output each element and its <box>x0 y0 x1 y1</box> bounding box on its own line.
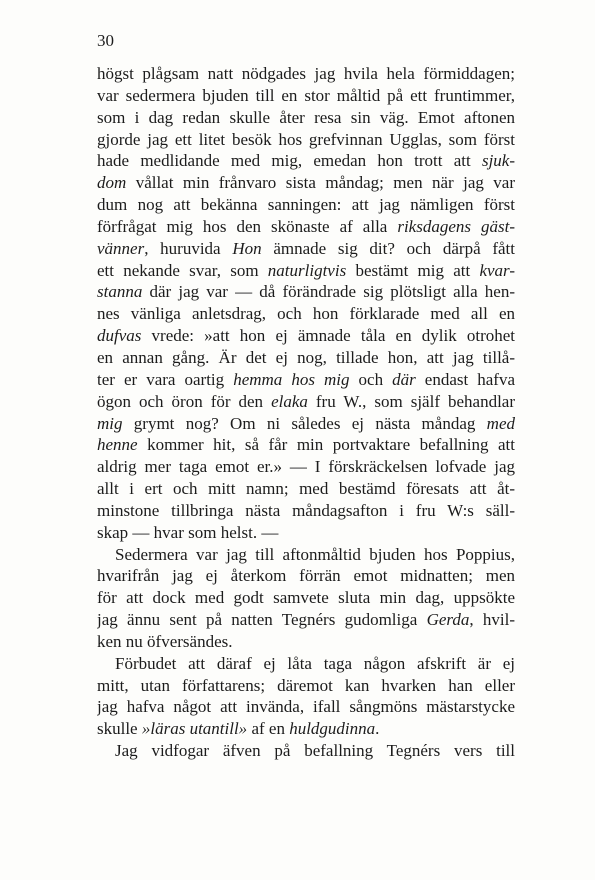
text-line <box>97 129 515 151</box>
text-run: ter er vara oartig <box>97 369 234 389</box>
text-line <box>97 150 515 172</box>
page-number: 30 <box>97 31 114 50</box>
italic-text: Hon <box>232 238 262 258</box>
text-run: och <box>349 369 393 389</box>
text-run: var sedermera bjuden till en stor måltid på ett fruntimmer, <box>97 85 515 105</box>
text-line <box>97 260 515 282</box>
text-line <box>97 565 515 587</box>
text-line <box>97 413 515 435</box>
text-run: förfrågat mig hos den skönaste af alla <box>97 216 398 236</box>
text-run: fru W., som själf behandlar <box>307 391 515 411</box>
text-run: hade medlidande med mig, emedan hon trott att <box>97 151 482 171</box>
text-line <box>97 216 515 238</box>
text-line <box>97 85 515 107</box>
italic-text: kvar- <box>479 260 515 280</box>
text-run: grymt nog? Om ni således ej nästa måndag <box>122 413 487 433</box>
text-run: minstone tillbringa nästa måndagsafton i fru W:s säll- <box>97 500 515 520</box>
italic-text: huldgudinna <box>289 719 376 739</box>
text-line <box>97 369 515 391</box>
italic-text: stanna <box>97 282 143 302</box>
italic-text: dufvas <box>97 326 142 346</box>
text-run: skap — hvar som helst. — <box>97 522 279 542</box>
italic-text: elaka <box>271 391 308 411</box>
text-line <box>97 194 515 216</box>
italic-text: Gerda <box>426 610 470 630</box>
text-line <box>97 63 515 85</box>
text-line <box>97 500 515 522</box>
text-line <box>97 522 515 544</box>
text-run: ett nekande svar, som <box>97 260 268 280</box>
text-line <box>97 718 515 740</box>
text-run: Sedermera var jag till aftonmåltid bjuden hos Poppius, <box>115 544 515 564</box>
text-run: högst plågsam natt nödgades jag hvila hela förmiddagen; <box>97 64 515 83</box>
text-run: ämnade sig dit? och därpå fått <box>261 238 515 258</box>
text-run: Förbudet att däraf ej låta taga någon afskrift är ej <box>115 653 515 673</box>
body-text <box>97 63 515 762</box>
italic-text: dom <box>97 173 127 193</box>
text-run: en annan gång. Är det ej nog, tillade hon, att jag tillå- <box>97 347 515 367</box>
text-run: nes vänliga anletsdrag, och hon förklarade med all en <box>97 304 515 324</box>
text-line <box>97 172 515 194</box>
text-line <box>97 609 515 631</box>
italic-text: mig <box>97 413 123 433</box>
text-line <box>97 478 515 500</box>
italic-text: med <box>486 413 515 433</box>
text-line <box>97 434 515 456</box>
italic-text: »läras utantill» <box>141 719 248 739</box>
text-line <box>97 696 515 718</box>
text-run: ken nu öfversändes. <box>97 631 233 651</box>
text-run: endast hafva <box>415 369 515 389</box>
text-run: af en <box>247 719 290 739</box>
text-run: , hvil- <box>469 610 515 630</box>
text-run: där jag var — då förändrade sig plötsligt alla hen- <box>142 282 515 302</box>
text-line <box>97 675 515 697</box>
text-run: jag ännu sent på natten Tegnérs gudomliga <box>97 610 427 630</box>
text-line <box>97 391 515 413</box>
text-line <box>97 456 515 478</box>
text-run: vållat min frånvaro sista måndag; men när jag var <box>126 173 515 193</box>
text-line <box>97 303 515 325</box>
text-line <box>97 631 515 653</box>
text-run: kommer hit, så får min portvaktare befallning att <box>137 435 515 455</box>
text-line <box>97 107 515 129</box>
text-run: för att dock med godt samvete sluta min dag, uppsökte <box>97 588 515 608</box>
italic-text: där <box>392 369 416 389</box>
italic-text: naturligtvis <box>267 260 347 280</box>
text-run: Jag vidfogar äfven på befallning Tegnérs vers till <box>115 741 515 761</box>
text-run: gjorde jag ett litet besök hos grefvinnan Ugglas, som först <box>97 129 515 149</box>
text-line <box>97 238 515 260</box>
text-line <box>97 740 515 762</box>
text-run: hvarifrån jag ej återkom förrän emot midnatten; men <box>97 566 515 586</box>
text-line <box>97 281 515 303</box>
italic-text: riksdagens gäst- <box>397 216 515 236</box>
text-run: , huruvida <box>144 238 233 258</box>
italic-text: sjuk- <box>481 151 515 171</box>
text-line <box>97 653 515 675</box>
text-run: aldrig mer taga emot er.» — I förskräckelsen lofvade jag <box>97 457 515 477</box>
text-run: allt i ert och mitt namn; med bestämd föresats att åt- <box>97 479 515 499</box>
text-run: skulle <box>97 719 142 739</box>
text-run: . <box>375 719 380 739</box>
text-run: jag hafva något att invända, ifall sångmöns mästarstycke <box>97 697 515 717</box>
italic-text: vänner <box>97 238 145 258</box>
text-run: vrede: »att hon ej ämnade tåla en dylik otrohet <box>141 326 515 346</box>
text-run: ögon och öron för den <box>97 391 272 411</box>
italic-text: hemma hos mig <box>233 369 350 389</box>
text-line <box>97 325 515 347</box>
text-run: som i dag redan skulle åter resa sin väg. Emot aftonen <box>97 107 515 127</box>
text-run: bestämt mig att <box>346 260 480 280</box>
italic-text: henne <box>97 435 138 455</box>
text-line <box>97 587 515 609</box>
text-run: mitt, utan författarens; däremot kan hvarken han eller <box>97 675 515 695</box>
text-line <box>97 347 515 369</box>
text-line <box>97 544 515 566</box>
text-run: dum nog att bekänna sanningen: att jag nämligen först <box>97 195 515 215</box>
